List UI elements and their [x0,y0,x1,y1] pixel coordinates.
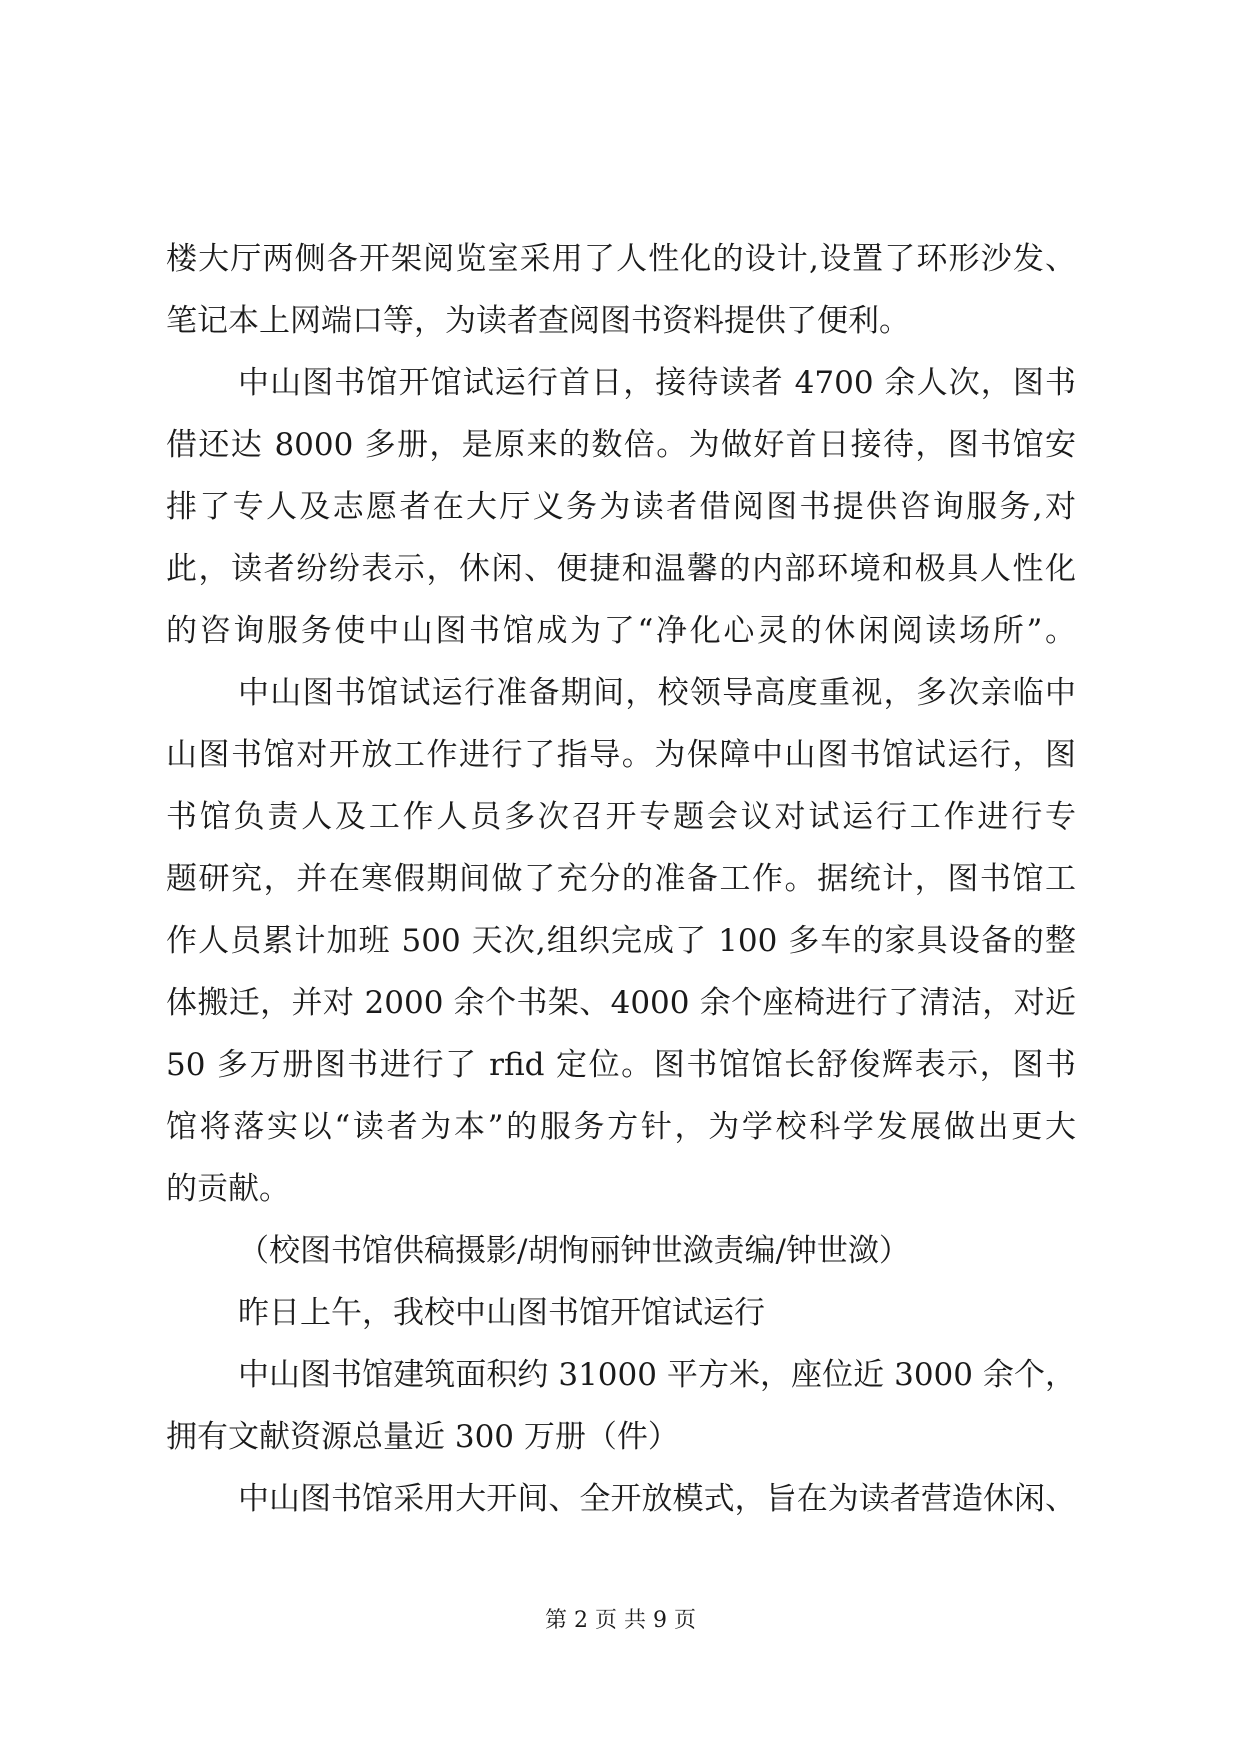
text-line: 书馆负责人及工作人员多次召开专题会议对试运行工作进行专 [166,799,1076,835]
paragraph-first-line: 中山图书馆试运行准备期间，校领导高度重视，多次亲临中 [238,675,1076,711]
text-line: 馆将落实以“读者为本”的服务方针，为学校科学发展做出更大 [166,1109,1076,1145]
caption-line: 拥有文献资源总量近 300 万册（件） [166,1419,679,1455]
text-line: 50 多万册图书进行了 rfid 定位。图书馆馆长舒俊辉表示，图书 [166,1047,1076,1083]
text-line: 楼大厅两侧各开架阅览室采用了人性化的设计,设置了环形沙发、 [166,241,1076,277]
text-line: 体搬迁，并对 2000 余个书架、4000 余个座椅进行了清洁，对近 [166,985,1076,1021]
caption-line: 中山图书馆建筑面积约 31000 平方米，座位近 3000 余个， [238,1357,1076,1393]
text-line: 作人员累计加班 500 天次,组织完成了 100 多车的家具设备的整 [166,923,1076,959]
text-line: 借还达 8000 多册，是原来的数倍。为做好首日接待，图书馆安 [166,427,1076,463]
page-number: 第 2 页 共 9 页 [545,1608,696,1633]
body-text [166,228,1076,1530]
text-line: 题研究，并在寒假期间做了充分的准备工作。据统计，图书馆工 [166,861,1076,897]
text-line: 此，读者纷纷表示，休闲、便捷和温馨的内部环境和极具人性化 [166,551,1076,587]
caption-line: 昨日上午，我校中山图书馆开馆试运行 [238,1295,765,1331]
text-line: 的贡献。 [166,1171,290,1207]
paragraph-first-line: 中山图书馆开馆试运行首日，接待读者 4700 余人次，图书 [238,365,1076,401]
photo-credit-line: （校图书馆供稿摄影/胡恂丽钟世潋责编/钟世潋） [238,1233,910,1269]
text-line: 排了专人及志愿者在大厅义务为读者借阅图书提供咨询服务,对 [166,489,1076,525]
caption-line: 中山图书馆采用大开间、全开放模式，旨在为读者营造休闲、 [238,1481,1076,1517]
text-line: 山图书馆对开放工作进行了指导。为保障中山图书馆试运行，图 [166,737,1076,773]
page-footer [0,1606,1241,1636]
text-line: 笔记本上网端口等，为读者查阅图书资料提供了便利。 [166,303,910,339]
text-line: 的咨询服务使中山图书馆成为了“净化心灵的休闲阅读场所”。 [166,613,1076,649]
